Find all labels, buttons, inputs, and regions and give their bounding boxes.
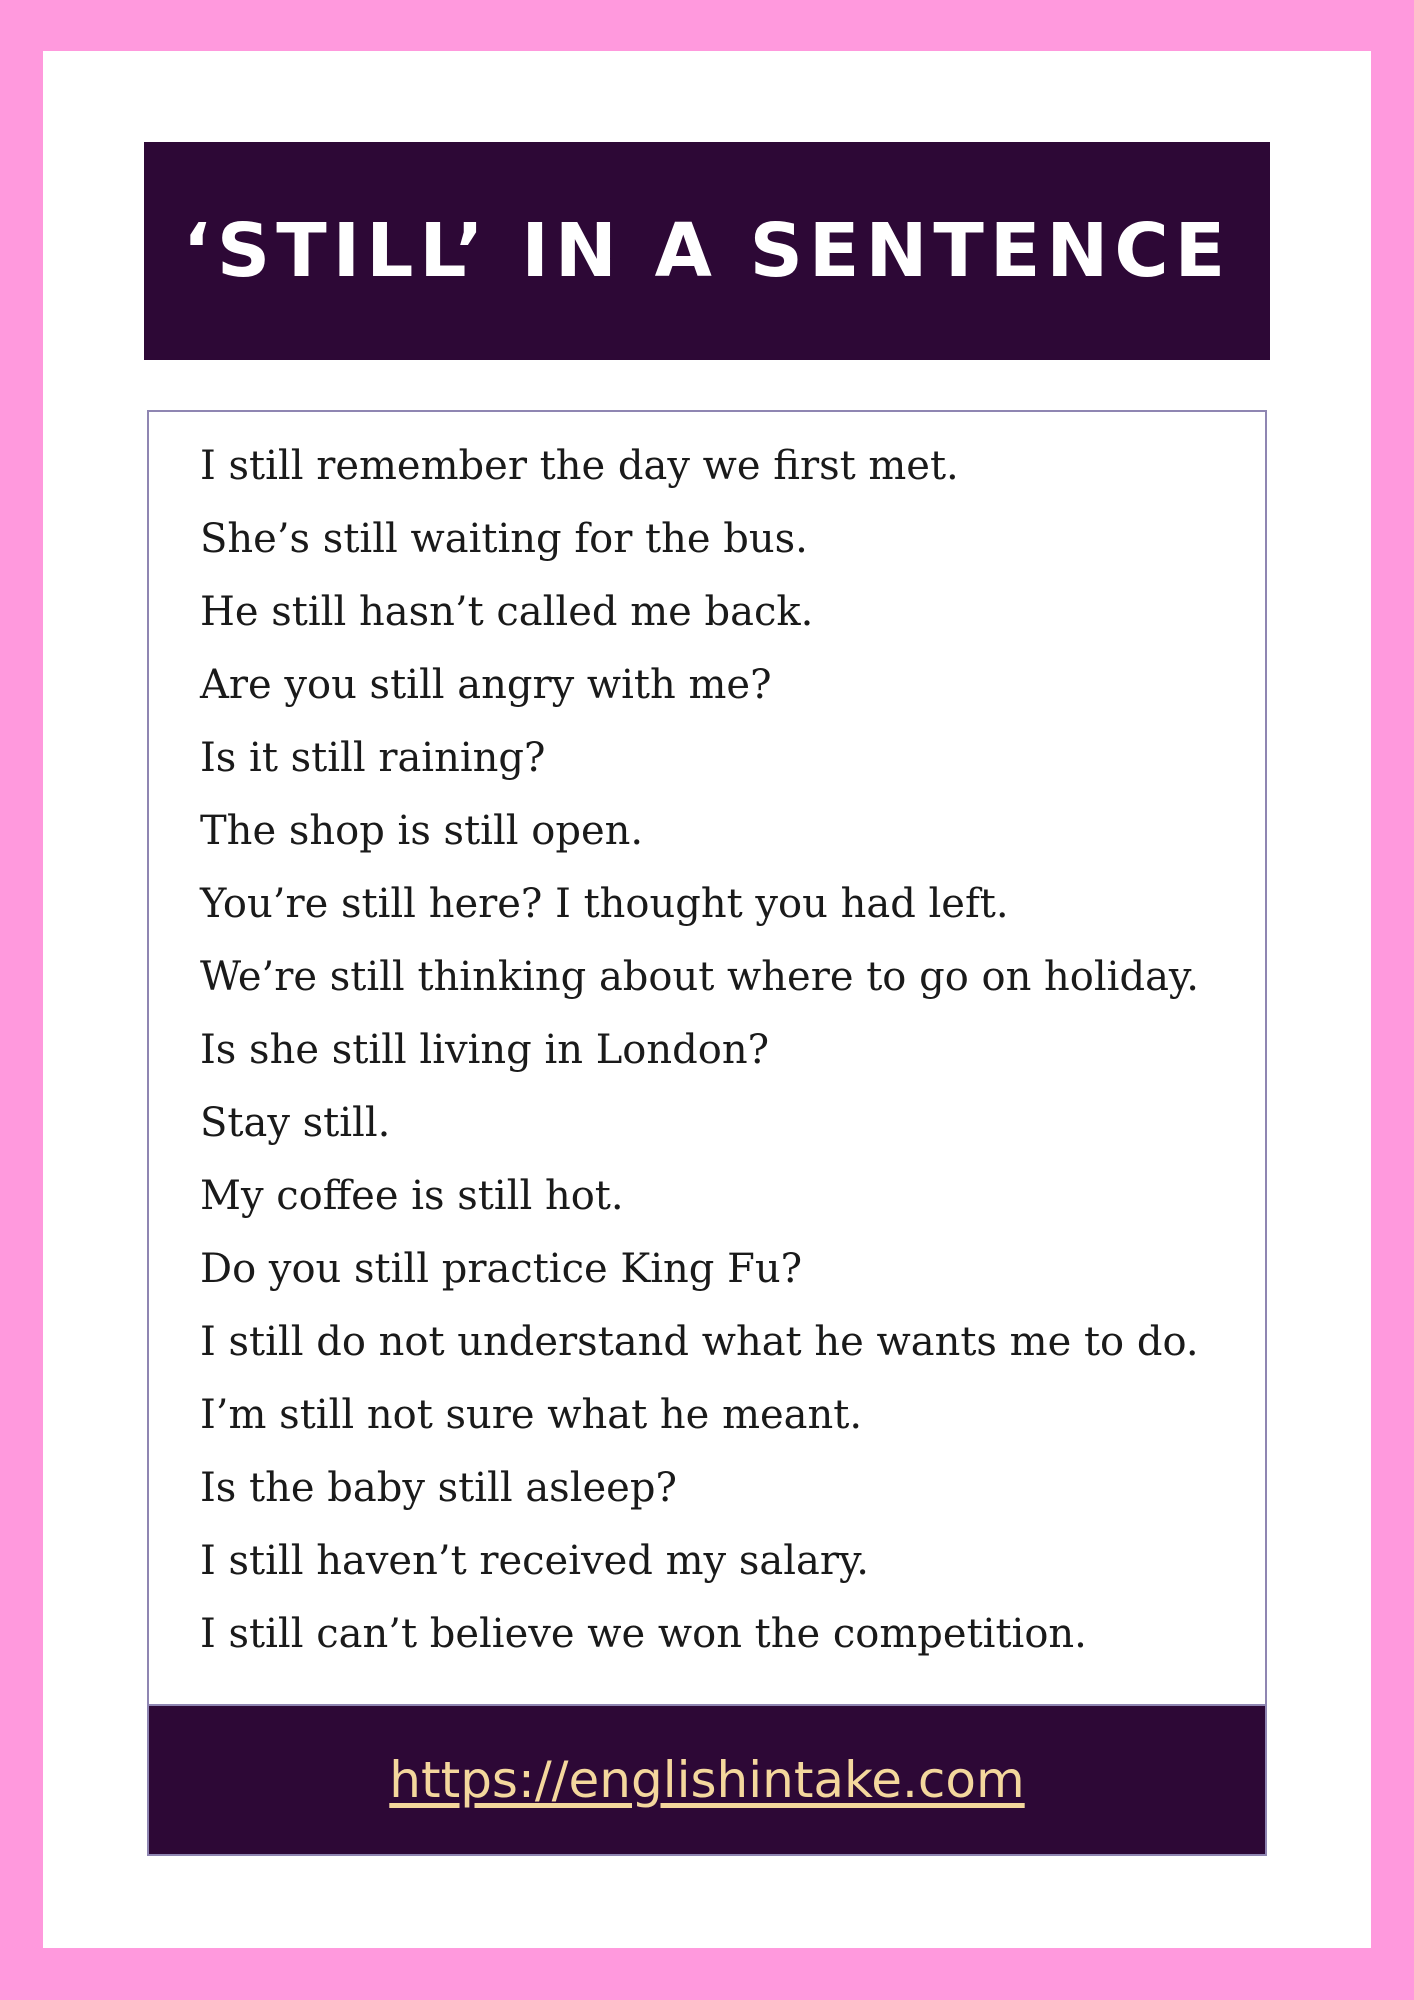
sentence-item: You’re still here? I thought you had left. bbox=[200, 881, 1009, 927]
sentence-item: We’re still thinking about where to go on holiday. bbox=[200, 954, 1199, 1000]
sentence-item: Is she still living in London? bbox=[200, 1027, 770, 1073]
sentence-item: She’s still waiting for the bus. bbox=[200, 516, 808, 562]
sentence-item: I still remember the day we first met. bbox=[200, 443, 959, 489]
sentence-item: My coffee is still hot. bbox=[200, 1173, 624, 1219]
sentence-item: I still do not understand what he wants me to do. bbox=[200, 1319, 1199, 1365]
website-link[interactable]: https://englishintake.com bbox=[389, 1751, 1025, 1809]
footer-banner bbox=[147, 1704, 1267, 1856]
title-banner bbox=[144, 142, 1270, 360]
sentence-item: The shop is still open. bbox=[200, 808, 644, 854]
sentence-item: Stay still. bbox=[200, 1100, 391, 1146]
sentence-item: I’m still not sure what he meant. bbox=[200, 1392, 863, 1438]
sentence-item: Is the baby still asleep? bbox=[200, 1465, 677, 1511]
sentence-box bbox=[147, 410, 1267, 1704]
page-title: ‘STILL’ IN A SENTENCE bbox=[182, 208, 1232, 294]
sentence-item: Is it still raining? bbox=[200, 735, 546, 781]
sentence-item: I still can’t believe we won the competition. bbox=[200, 1611, 1087, 1657]
sentence-item: Are you still angry with me? bbox=[200, 662, 772, 708]
sentence-list bbox=[200, 430, 1245, 1671]
sentence-item: Do you still practice King Fu? bbox=[200, 1246, 803, 1292]
sentence-item: He still hasn’t called me back. bbox=[200, 589, 814, 635]
sentence-item: I still haven’t received my salary. bbox=[200, 1538, 869, 1584]
